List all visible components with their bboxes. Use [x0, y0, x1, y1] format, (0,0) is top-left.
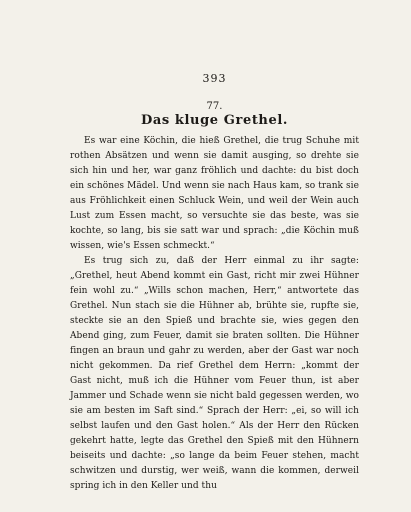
- page-number: 393: [202, 72, 227, 85]
- story-number: 77.: [206, 101, 223, 112]
- paragraph-1: Es war eine Köchin, die hieß Grethel, die trug Schuhe mit rothen Absätzen und wenn sie damit ausging, so drehte sie sich hin und her, war ganz fröhlich und dachte: du bist doch ein schönes Mädel. Und wenn sie nach Haus kam, so trank sie aus Fröhlichkeit einen Schluck Wein, und weil der Wein auch Lust zum Essen macht, so versuchte sie das beste, was sie kochte, so lang, bis sie satt war und sprach: „die Köchin muß wissen, wie's Essen schmeckt.“: [70, 136, 359, 251]
- paragraph-2: Es trug sich zu, daß der Herr einmal zu ihr sagte: „Grethel, heut Abend kommt ein Gast, richt mir zwei Hühner fein wohl zu.“ „Wills schon machen, Herr,“ antwortete das Grethel. Nun stach sie die Hühner ab, brühte sie, rupfte sie, steckte sie an den Spieß und brachte sie, wies gegen den Abend ging, zum Feuer, damit sie braten sollten. Die Hühner fingen an braun und gahr zu werden, aber der Gast war noch nicht gekommen. Da rief Grethel dem Herrn: „kommt der Gast nicht, muß ich die Hühner vom Feuer thun, ist aber Jammer und Schade wenn sie nicht bald gegessen werden, wo sie am besten im Saft sind.“ Sprach der Herr: „ei, so will ich selbst laufen und den Gast holen.“ Als der Herr den Rücken gekehrt hatte, legte das Grethel den Spieß mit den Hühnern beiseits und dachte: „so lange da beim Feuer stehen, macht schwitzen und durstig, wer weiß, wann die kommen, derweil spring ich in den Keller und thu: [70, 256, 359, 491]
- story-title: Das kluge Grethel.: [140, 113, 289, 128]
